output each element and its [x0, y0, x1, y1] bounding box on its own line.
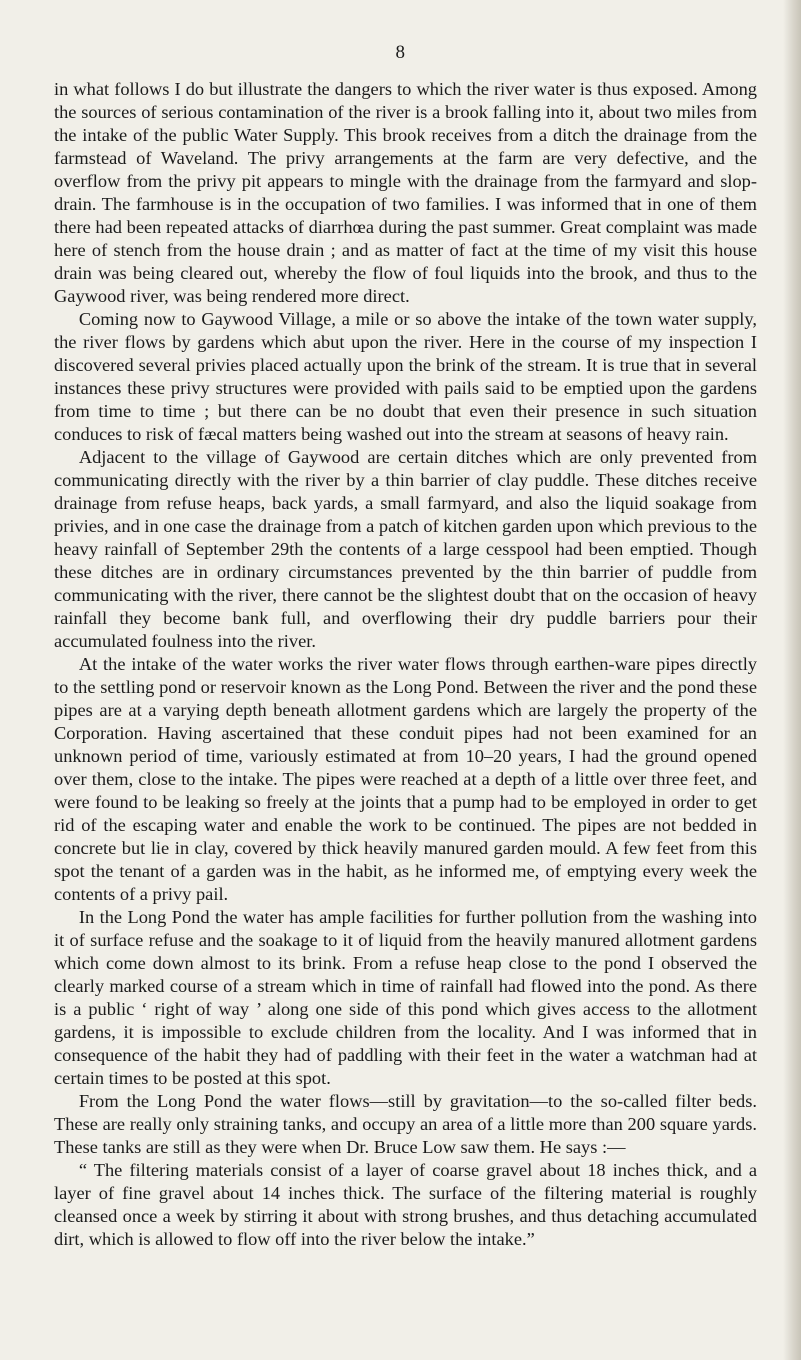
paragraph-long-pond: In the Long Pond the water has ample facilities for further pollution from the washing into it of surface refuse and the soakage to it of liquid from the heavily manured allotment gardens which come down almost to its brink. From a refuse heap close to the pond I observed the clearly marked course of a stream which in time of rainfall had flowed into the pond. As there is a public ‘ right of way ’ along one side of this pond which gives access to the allotment gardens, it is impossible to exclude children from the locality. And I was informed that in consequence of the habit they had of paddling with their feet in the water a watchman had at certain times to be posted at this spot.: [54, 907, 757, 1088]
paragraph-quotation: “ The filtering materials consist of a layer of coarse gravel about 18 inches thick, and a layer of fine gravel about 14 inches thick. The surface of the filtering material is roughly cleansed once a week by stirring it about with strong brushes, and thus detaching accumulated dirt, which is allowed to flow off into the river below the intake.”: [54, 1160, 757, 1249]
paragraph-intake-pipes: At the intake of the water works the river water flows through earthen-ware pipes directly to the settling pond or reservoir known as the Long Pond. Between the river and the pond these pipes are at a varying depth beneath allotment gardens which are largely the property of the Corporation. Having ascertained that these conduit pipes had not been examined for an unknown period of time, variously estimated at from 10–20 years, I had the ground opened over them, close to the intake. The pipes were reached at a depth of a little over three feet, and were found to be leaking so freely at the joints that a pump had to be employed in order to get rid of the escaping water and enable the work to be continued. The pipes are not bedded in concrete but lie in clay, covered by thick heavily manured garden mould. A few feet from this spot the tenant of a garden was in the habit, as he informed me, of emptying every week the contents of a privy pail.: [54, 654, 757, 904]
page-number: 8: [395, 42, 406, 63]
paragraph-filter-beds: From the Long Pond the water flows—still by gravitation—to the so-called filter beds. These are really only straining tanks, and occupy an area of a little more than 200 square yards. These tanks are still as they were when Dr. Bruce Low saw them. He says :—: [54, 1091, 757, 1157]
page-edge-shadow: [783, 0, 801, 1360]
paragraph-waveland-brook: in what follows I do but illustrate the dangers to which the river water is thus exposed. Among the sources of serious contamination of the river is a brook falling into it, about two miles from the intake of the public Water Supply. This brook receives from a ditch the drainage from the farmstead of Waveland. The privy arrangements at the farm are very defective, and the overflow from the privy pit appears to mingle with the drainage from the farmyard and slop-drain. The farmhouse is in the occupation of two families. I was informed that in one of them there had been repeated attacks of diarrhœa during the past summer. Great complaint was made here of stench from the house drain ; and as matter of fact at the time of my visit this house drain was being cleared out, whereby the flow of foul liquids into the brook, and thus to the Gaywood river, was being rendered more direct.: [54, 79, 757, 306]
body-text: [54, 78, 757, 1251]
paragraph-gaywood-village: Coming now to Gaywood Village, a mile or so above the intake of the town water supply, the river flows by gardens which abut upon the river. Here in the course of my inspection I discovered several privies placed actually upon the brink of the stream. It is true that in several instances these privy structures were provided with pails said to be emptied upon the gardens from time to time ; but there can be no doubt that even their presence in such situation conduces to risk of fæcal matters being washed out into the stream at seasons of heavy rain.: [54, 309, 757, 444]
paragraph-ditches: Adjacent to the village of Gaywood are certain ditches which are only prevented from communicating directly with the river by a thin barrier of clay puddle. These ditches receive drainage from refuse heaps, back yards, a small farmyard, and also the liquid soakage from privies, and in one case the drainage from a patch of kitchen garden upon which previous to the heavy rainfall of September 29th the contents of a large cesspool had been emptied. Though these ditches are in ordinary circumstances prevented by the thin barrier of puddle from communicating with the river, there cannot be the slightest doubt that on the occasion of heavy rainfall they become bank full, and overflowing their dry puddle barriers pour their accumulated foulness into the river.: [54, 447, 757, 651]
